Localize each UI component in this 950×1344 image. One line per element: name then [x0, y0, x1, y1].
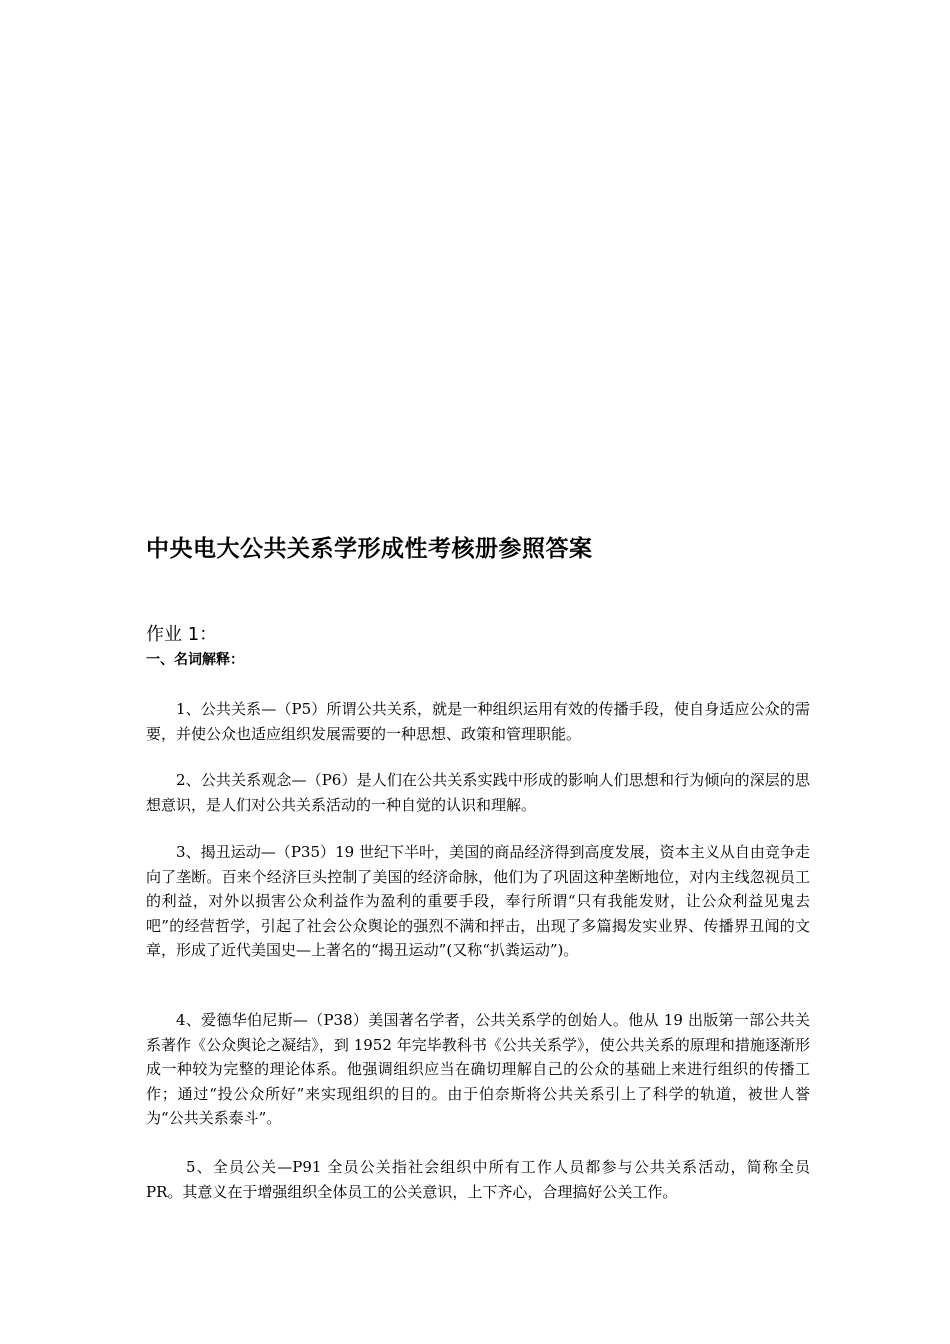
definition-entry-total-pr: 5、全员公关—P91 全员公关指社会组织中所有工作人员都参与公共关系活动，简称全员 PR。其意义在于增强组织全体员工的公关意识，上下齐心，合理搞好公关工作。 [146, 1158, 810, 1201]
section-heading: 一、名词解释： [146, 652, 244, 668]
document-title: 中央电大公共关系学形成性考核册参照答案 [146, 536, 593, 562]
definition-entry-muckraking: 3、揭丑运动—（P35）19 世纪下半叶，美国的商品经济得到高度发展，资本主义从自由竞争走向了垄断。百来个经济巨头控制了美国的经济命脉，他们为了巩固这种垄断地位，对内主线忽视员工的利益，对外以损害公众利益作为盈利的重要手段，奉行所谓“只有我能发财，让公众利益见鬼去吧”的经营哲学，引起了社会公众舆论的强烈不满和抨击，出现了多篇揭发实业界、传播界丑闻的文章，形成了近代美国史—上著名的“揭丑运动”(又称“扒粪运动”)。 [146, 843, 810, 959]
definition-entry-edward-bernays: 4、爱德华伯尼斯—（P38）美国著名学者，公共关系学的创始人。他从 19 出版第一部公共关系著作《公众舆论之凝结》，到 1952 年完毕教科书《公共关系学》，使公共关系的原理和措施逐渐形成一种较为完整的理论体系。他强调组织应当在确切理解自己的公众的基础上来进行组织的传播工作；通过“投公众所好”来实现组织的目的。由于伯奈斯将公共关系引上了科学的轨道，被世人誉为“公共关系泰斗”。 [146, 1011, 810, 1127]
definition-entry-public-relations: 1、公共关系—（P5）所谓公共关系，就是一种组织运用有效的传播手段，使自身适应公众的需要，并使公众也适应组织发展需要的一种思想、政策和管理职能。 [146, 700, 810, 743]
assignment-heading: 作业 1： [146, 624, 218, 645]
definition-entry-pr-concept: 2、公共关系观念—（P6）是人们在公共关系实践中形成的影响人们思想和行为倾向的深层的思想意识，是人们对公共关系活动的一种自觉的认识和理解。 [146, 771, 810, 814]
